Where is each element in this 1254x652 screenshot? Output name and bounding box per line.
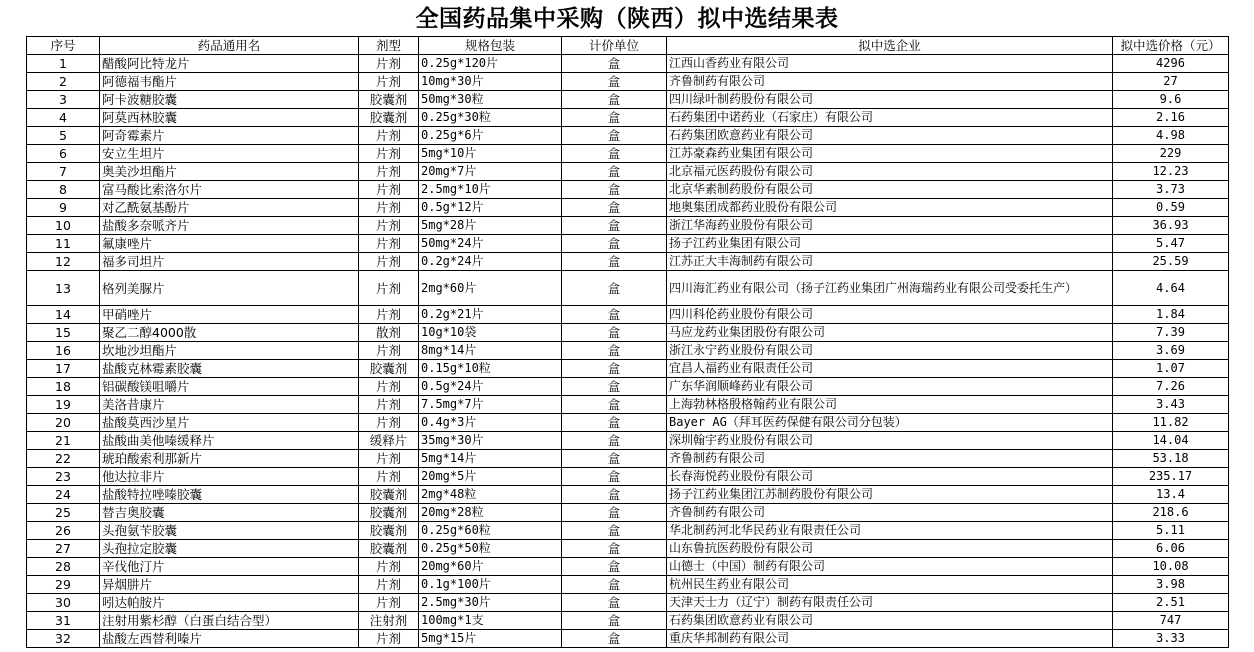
cell-dosage-form: 片剂 [359,342,419,360]
cell-company: Bayer AG（拜耳医药保健有限公司分包装） [667,414,1113,432]
cell-drug-name: 阿卡波糖胶囊 [100,91,359,109]
cell-company: 齐鲁制药有限公司 [667,504,1113,522]
cell-company: 北京福元医药股份有限公司 [667,163,1113,181]
table-row [27,163,1229,181]
cell-price: 13.4 [1113,486,1229,504]
cell-spec-package: 10g*10袋 [419,324,562,342]
table-row [27,73,1229,91]
cell-drug-name: 头孢氨苄胶囊 [100,522,359,540]
cell-dosage-form: 片剂 [359,145,419,163]
cell-spec-package: 0.2g*24片 [419,253,562,271]
cell-unit: 盒 [562,432,667,450]
cell-spec-package: 2.5mg*10片 [419,181,562,199]
cell-index: 27 [27,540,100,558]
cell-spec-package: 50mg*30粒 [419,91,562,109]
table-body [27,55,1229,648]
table-row [27,324,1229,342]
table-header-row [27,37,1229,55]
cell-unit: 盒 [562,612,667,630]
cell-index: 12 [27,253,100,271]
cell-dosage-form: 片剂 [359,414,419,432]
table-row [27,594,1229,612]
cell-dosage-form: 片剂 [359,594,419,612]
cell-spec-package: 50mg*24片 [419,235,562,253]
cell-spec-package: 10mg*30片 [419,73,562,91]
cell-spec-package: 5mg*10片 [419,145,562,163]
cell-spec-package: 20mg*60片 [419,558,562,576]
cell-dosage-form: 缓释片 [359,432,419,450]
cell-spec-package: 0.25g*30粒 [419,109,562,127]
cell-index: 16 [27,342,100,360]
cell-drug-name: 阿德福韦酯片 [100,73,359,91]
cell-unit: 盒 [562,235,667,253]
cell-company: 上海勃林格殷格翰药业有限公司 [667,396,1113,414]
cell-price: 229 [1113,145,1229,163]
cell-dosage-form: 片剂 [359,630,419,648]
cell-dosage-form: 胶囊剂 [359,540,419,558]
cell-spec-package: 0.25g*120片 [419,55,562,73]
table-row [27,199,1229,217]
cell-company: 马应龙药业集团股份有限公司 [667,324,1113,342]
cell-company: 浙江永宁药业股份有限公司 [667,342,1113,360]
cell-unit: 盒 [562,486,667,504]
cell-company: 四川海汇药业有限公司（扬子江药业集团广州海瑞药业有限公司受委托生产） [667,271,1113,306]
cell-drug-name: 盐酸克林霉素胶囊 [100,360,359,378]
cell-index: 18 [27,378,100,396]
cell-price: 36.93 [1113,217,1229,235]
cell-spec-package: 0.5g*24片 [419,378,562,396]
cell-spec-package: 20mg*5片 [419,468,562,486]
cell-spec-package: 0.2g*21片 [419,306,562,324]
cell-unit: 盒 [562,378,667,396]
cell-unit: 盒 [562,414,667,432]
cell-company: 石药集团中诺药业（石家庄）有限公司 [667,109,1113,127]
cell-company: 石药集团欧意药业有限公司 [667,127,1113,145]
cell-drug-name: 坎地沙坦酯片 [100,342,359,360]
cell-price: 7.39 [1113,324,1229,342]
cell-price: 4.98 [1113,127,1229,145]
table-row [27,450,1229,468]
header-dosage-form: 剂型 [359,37,419,55]
cell-index: 2 [27,73,100,91]
cell-drug-name: 琥珀酸索利那新片 [100,450,359,468]
cell-spec-package: 20mg*28粒 [419,504,562,522]
cell-spec-package: 0.1g*100片 [419,576,562,594]
cell-dosage-form: 胶囊剂 [359,109,419,127]
cell-company: 江苏豪森药业集团有限公司 [667,145,1113,163]
cell-drug-name: 富马酸比索洛尔片 [100,181,359,199]
cell-spec-package: 5mg*15片 [419,630,562,648]
header-unit: 计价单位 [562,37,667,55]
cell-unit: 盒 [562,306,667,324]
cell-company: 扬子江药业集团有限公司 [667,235,1113,253]
cell-drug-name: 头孢拉定胶囊 [100,540,359,558]
cell-drug-name: 盐酸特拉唑嗪胶囊 [100,486,359,504]
cell-unit: 盒 [562,630,667,648]
cell-index: 26 [27,522,100,540]
cell-unit: 盒 [562,468,667,486]
cell-spec-package: 0.25g*50粒 [419,540,562,558]
cell-drug-name: 聚乙二醇4000散 [100,324,359,342]
cell-drug-name: 盐酸左西替利嗪片 [100,630,359,648]
cell-unit: 盒 [562,271,667,306]
table-row [27,235,1229,253]
cell-price: 9.6 [1113,91,1229,109]
cell-unit: 盒 [562,55,667,73]
cell-spec-package: 2.5mg*30片 [419,594,562,612]
table-row [27,396,1229,414]
cell-drug-name: 对乙酰氨基酚片 [100,199,359,217]
cell-unit: 盒 [562,522,667,540]
cell-company: 山德士（中国）制药有限公司 [667,558,1113,576]
cell-spec-package: 100mg*1支 [419,612,562,630]
cell-dosage-form: 片剂 [359,181,419,199]
cell-company: 浙江华海药业股份有限公司 [667,217,1113,235]
cell-company: 重庆华邦制药有限公司 [667,630,1113,648]
cell-price: 2.51 [1113,594,1229,612]
cell-spec-package: 5mg*14片 [419,450,562,468]
cell-company: 杭州民生药业有限公司 [667,576,1113,594]
cell-unit: 盒 [562,91,667,109]
cell-unit: 盒 [562,217,667,235]
cell-spec-package: 35mg*30片 [419,432,562,450]
cell-price: 747 [1113,612,1229,630]
page-title: 全国药品集中采购（陕西）拟中选结果表 [415,6,839,32]
cell-price: 218.6 [1113,504,1229,522]
cell-drug-name: 氟康唑片 [100,235,359,253]
cell-unit: 盒 [562,540,667,558]
cell-drug-name: 替吉奥胶囊 [100,504,359,522]
cell-dosage-form: 片剂 [359,576,419,594]
cell-price: 1.07 [1113,360,1229,378]
cell-company: 长春海悦药业股份有限公司 [667,468,1113,486]
header-spec-package: 规格包装 [419,37,562,55]
cell-drug-name: 奥美沙坦酯片 [100,163,359,181]
table-row [27,558,1229,576]
cell-unit: 盒 [562,324,667,342]
cell-unit: 盒 [562,342,667,360]
cell-index: 10 [27,217,100,235]
table-row [27,432,1229,450]
table-row [27,306,1229,324]
cell-unit: 盒 [562,576,667,594]
header-price: 拟中选价格（元） [1113,37,1229,55]
cell-index: 30 [27,594,100,612]
cell-index: 4 [27,109,100,127]
table-row [27,630,1229,648]
cell-index: 6 [27,145,100,163]
cell-index: 1 [27,55,100,73]
cell-price: 14.04 [1113,432,1229,450]
cell-dosage-form: 片剂 [359,73,419,91]
cell-dosage-form: 胶囊剂 [359,360,419,378]
cell-dosage-form: 片剂 [359,127,419,145]
cell-price: 10.08 [1113,558,1229,576]
table-row [27,253,1229,271]
cell-index: 17 [27,360,100,378]
table-row [27,342,1229,360]
cell-company: 齐鲁制药有限公司 [667,450,1113,468]
cell-index: 11 [27,235,100,253]
table-row [27,181,1229,199]
table-row [27,145,1229,163]
cell-drug-name: 盐酸莫西沙星片 [100,414,359,432]
cell-dosage-form: 胶囊剂 [359,504,419,522]
cell-dosage-form: 片剂 [359,450,419,468]
table-row [27,127,1229,145]
cell-unit: 盒 [562,163,667,181]
cell-dosage-form: 片剂 [359,235,419,253]
cell-dosage-form: 片剂 [359,55,419,73]
cell-price: 12.23 [1113,163,1229,181]
cell-index: 23 [27,468,100,486]
cell-price: 53.18 [1113,450,1229,468]
cell-index: 25 [27,504,100,522]
cell-drug-name: 异烟肼片 [100,576,359,594]
cell-index: 28 [27,558,100,576]
cell-unit: 盒 [562,109,667,127]
cell-dosage-form: 片剂 [359,378,419,396]
cell-price: 27 [1113,73,1229,91]
cell-index: 13 [27,271,100,306]
cell-price: 3.73 [1113,181,1229,199]
cell-dosage-form: 胶囊剂 [359,91,419,109]
cell-index: 20 [27,414,100,432]
cell-drug-name: 甲硝唑片 [100,306,359,324]
table-row [27,271,1229,306]
cell-company: 四川绿叶制药股份有限公司 [667,91,1113,109]
cell-dosage-form: 片剂 [359,271,419,306]
cell-drug-name: 他达拉非片 [100,468,359,486]
cell-unit: 盒 [562,253,667,271]
cell-price: 3.33 [1113,630,1229,648]
cell-dosage-form: 片剂 [359,163,419,181]
header-drug-name: 药品通用名 [100,37,359,55]
cell-dosage-form: 片剂 [359,217,419,235]
cell-dosage-form: 散剂 [359,324,419,342]
cell-price: 7.26 [1113,378,1229,396]
cell-dosage-form: 片剂 [359,306,419,324]
cell-company: 深圳翰宇药业股份有限公司 [667,432,1113,450]
cell-spec-package: 8mg*14片 [419,342,562,360]
cell-price: 3.69 [1113,342,1229,360]
table-row [27,468,1229,486]
cell-spec-package: 7.5mg*7片 [419,396,562,414]
header-index: 序号 [27,37,100,55]
cell-company: 石药集团欧意药业有限公司 [667,612,1113,630]
cell-spec-package: 0.4g*3片 [419,414,562,432]
cell-index: 5 [27,127,100,145]
cell-company: 华北制药河北华民药业有限责任公司 [667,522,1113,540]
cell-drug-name: 辛伐他汀片 [100,558,359,576]
cell-price: 235.17 [1113,468,1229,486]
cell-spec-package: 5mg*28片 [419,217,562,235]
table-row [27,91,1229,109]
cell-spec-package: 0.15g*10粒 [419,360,562,378]
cell-price: 5.47 [1113,235,1229,253]
cell-index: 31 [27,612,100,630]
cell-index: 24 [27,486,100,504]
cell-drug-name: 醋酸阿比特龙片 [100,55,359,73]
cell-price: 6.06 [1113,540,1229,558]
table-row [27,109,1229,127]
cell-unit: 盒 [562,181,667,199]
cell-index: 29 [27,576,100,594]
cell-index: 22 [27,450,100,468]
cell-drug-name: 铝碳酸镁咀嚼片 [100,378,359,396]
cell-price: 1.84 [1113,306,1229,324]
cell-index: 21 [27,432,100,450]
header-company: 拟中选企业 [667,37,1113,55]
cell-drug-name: 安立生坦片 [100,145,359,163]
cell-price: 5.11 [1113,522,1229,540]
table-row [27,486,1229,504]
cell-price: 2.16 [1113,109,1229,127]
table-row [27,576,1229,594]
cell-company: 天津天士力（辽宁）制药有限责任公司 [667,594,1113,612]
cell-price: 0.59 [1113,199,1229,217]
cell-index: 8 [27,181,100,199]
cell-price: 3.43 [1113,396,1229,414]
cell-unit: 盒 [562,145,667,163]
cell-dosage-form: 片剂 [359,468,419,486]
cell-company: 宜昌人福药业有限责任公司 [667,360,1113,378]
cell-drug-name: 阿莫西林胶囊 [100,109,359,127]
table-row [27,360,1229,378]
cell-unit: 盒 [562,450,667,468]
table-row [27,55,1229,73]
cell-index: 3 [27,91,100,109]
table-row [27,540,1229,558]
cell-spec-package: 20mg*7片 [419,163,562,181]
cell-company: 地奥集团成都药业股份有限公司 [667,199,1113,217]
cell-unit: 盒 [562,73,667,91]
cell-unit: 盒 [562,594,667,612]
cell-unit: 盒 [562,360,667,378]
cell-price: 3.98 [1113,576,1229,594]
table-row [27,504,1229,522]
cell-dosage-form: 胶囊剂 [359,486,419,504]
cell-dosage-form: 片剂 [359,396,419,414]
cell-unit: 盒 [562,558,667,576]
cell-drug-name: 格列美脲片 [100,271,359,306]
cell-spec-package: 0.5g*12片 [419,199,562,217]
cell-index: 14 [27,306,100,324]
cell-spec-package: 0.25g*60粒 [419,522,562,540]
cell-drug-name: 福多司坦片 [100,253,359,271]
cell-unit: 盒 [562,396,667,414]
results-table [26,36,1229,648]
cell-company: 扬子江药业集团江苏制药股份有限公司 [667,486,1113,504]
cell-spec-package: 2mg*48粒 [419,486,562,504]
table-row [27,414,1229,432]
cell-spec-package: 0.25g*6片 [419,127,562,145]
cell-drug-name: 注射用紫杉醇（白蛋白结合型） [100,612,359,630]
cell-price: 4296 [1113,55,1229,73]
table-row [27,522,1229,540]
cell-company: 北京华素制药股份有限公司 [667,181,1113,199]
cell-price: 25.59 [1113,253,1229,271]
cell-index: 32 [27,630,100,648]
cell-company: 广东华润顺峰药业有限公司 [667,378,1113,396]
cell-dosage-form: 片剂 [359,558,419,576]
cell-index: 9 [27,199,100,217]
table-row [27,378,1229,396]
cell-spec-package: 2mg*60片 [419,271,562,306]
cell-price: 4.64 [1113,271,1229,306]
table-row [27,612,1229,630]
cell-company: 山东鲁抗医药股份有限公司 [667,540,1113,558]
cell-index: 19 [27,396,100,414]
cell-dosage-form: 片剂 [359,253,419,271]
cell-index: 15 [27,324,100,342]
cell-dosage-form: 片剂 [359,199,419,217]
cell-company: 四川科伦药业股份有限公司 [667,306,1113,324]
cell-unit: 盒 [562,127,667,145]
cell-drug-name: 盐酸多奈哌齐片 [100,217,359,235]
table-row [27,217,1229,235]
cell-price: 11.82 [1113,414,1229,432]
cell-drug-name: 吲达帕胺片 [100,594,359,612]
cell-dosage-form: 注射剂 [359,612,419,630]
cell-company: 江苏正大丰海制药有限公司 [667,253,1113,271]
cell-dosage-form: 胶囊剂 [359,522,419,540]
cell-drug-name: 美洛昔康片 [100,396,359,414]
cell-drug-name: 阿奇霉素片 [100,127,359,145]
cell-company: 齐鲁制药有限公司 [667,73,1113,91]
cell-index: 7 [27,163,100,181]
cell-unit: 盒 [562,199,667,217]
cell-drug-name: 盐酸曲美他嗪缓释片 [100,432,359,450]
cell-unit: 盒 [562,504,667,522]
cell-company: 江西山香药业有限公司 [667,55,1113,73]
